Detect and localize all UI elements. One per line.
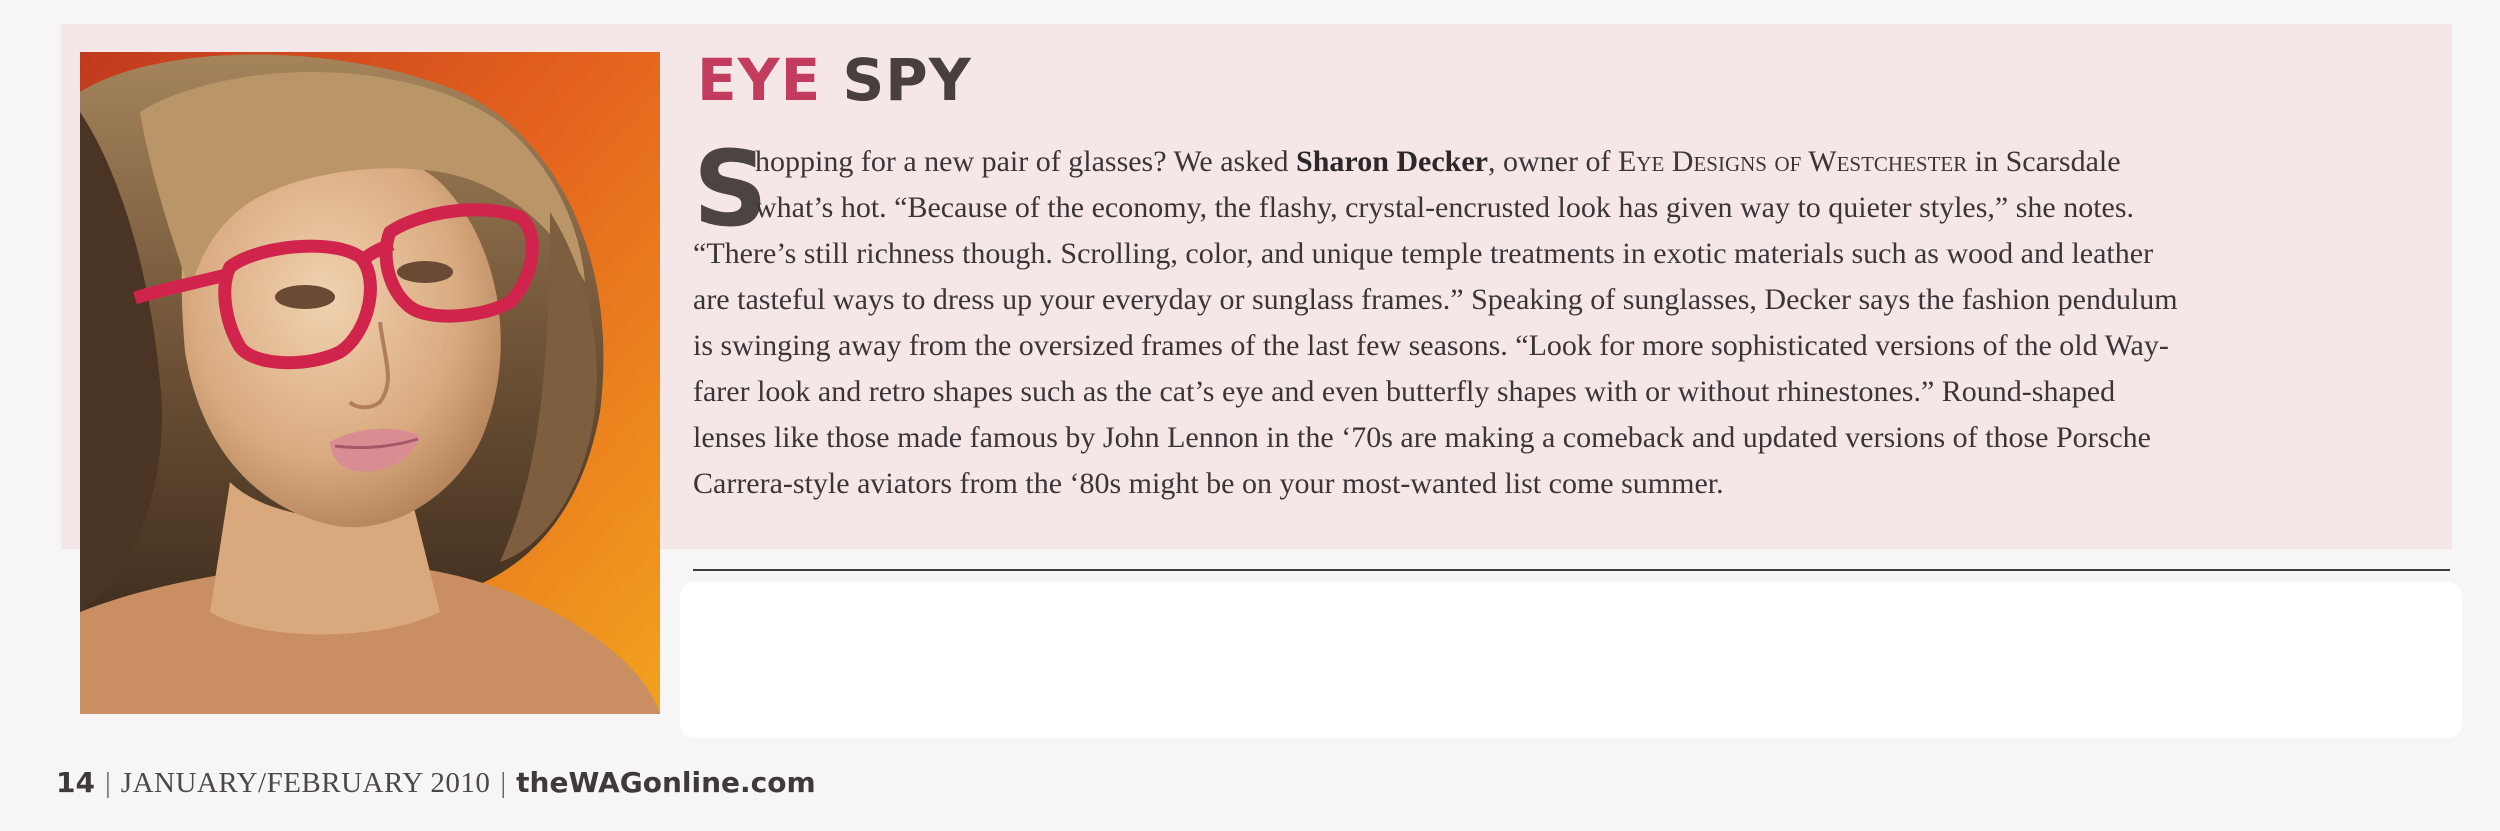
woman-with-red-glasses-image [80,52,660,714]
headline-eye: EYE [697,46,822,114]
article-line-6: farer look and retro shapes such as the cat’s eye and even butterfly shapes with or without rhinestones.” Round-shaped [693,375,2116,408]
article-line-7: lenses like those made famous by John Lennon in the ‘70s are making a comeback and updated versions of those Porsche [693,421,2151,454]
line1-text-c: in Scarsdale [1967,145,2121,178]
headline-spy: SPY [842,46,972,114]
store-name: Eye Designs of Westchester [1617,145,1968,178]
article-line-4: are tasteful ways to dress up your everyday or sunglass frames.” Speaking of sunglasses, Decker says the fashion pendulum [693,283,2178,316]
line1-text-b: , owner of [1488,145,1618,178]
article-line-3: “There’s still richness though. Scrolling, color, and unique temple treatments in exotic materials such as wood and leather [693,237,2154,270]
issue-date: JANUARY/FEBRUARY 2010 [120,767,491,799]
drop-cap: S [693,128,768,250]
interviewee-name: Sharon Decker [1296,145,1488,178]
footer-separator-1: | [104,767,111,799]
model-photo [80,52,660,714]
article-line-1 [755,142,2121,182]
section-divider [693,569,2450,571]
website-link[interactable]: theWAGonline.com [516,766,816,799]
headline [697,45,972,115]
page-footer [56,765,816,801]
footer-separator-2: | [500,767,507,799]
article-line-8: Carrera-style aviators from the ‘80s might be on your most-wanted list come summer. [693,467,1724,500]
blank-area [680,582,2462,738]
line1-text-a: hopping for a new pair of glasses? We asked [755,145,1297,178]
article-line-5: is swinging away from the oversized frames of the last few seasons. “Look for more sophisticated versions of the old Way- [693,329,2169,362]
article-line-2: what’s hot. “Because of the economy, the flashy, crystal-encrusted look has given way to quieter styles,” she notes. [755,191,2135,224]
page-number: 14 [56,766,95,799]
